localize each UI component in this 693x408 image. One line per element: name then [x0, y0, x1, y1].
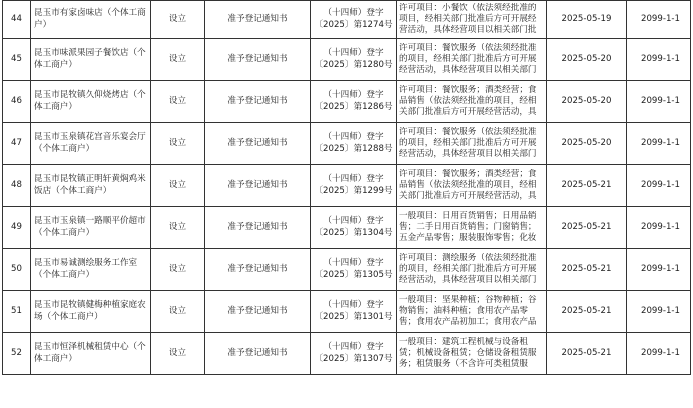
- expiry-date: 2099-1-1: [627, 249, 691, 291]
- action-type: 设立: [151, 165, 205, 207]
- document-type: 准予登记通知书: [205, 291, 311, 333]
- expiry-date: 2099-1-1: [627, 39, 691, 81]
- table-row: [3, 291, 691, 333]
- row-number: 44: [3, 1, 31, 39]
- table-row: [3, 249, 691, 291]
- action-type: 设立: [151, 1, 205, 39]
- action-type: 设立: [151, 249, 205, 291]
- document-type: 准予登记通知书: [205, 165, 311, 207]
- document-type: 准予登记通知书: [205, 123, 311, 165]
- expiry-date: 2099-1-1: [627, 123, 691, 165]
- expiry-date: 2099-1-1: [627, 333, 691, 375]
- action-type: 设立: [151, 207, 205, 249]
- row-number: 52: [3, 333, 31, 375]
- registration-table: [2, 0, 691, 375]
- table-row: [3, 333, 691, 375]
- entity-name: 昆玉市味派果园子餐饮店（个体工商户）: [31, 39, 151, 81]
- business-scope: 一般项目：坚果种植；谷物种植；谷物销售；油料种植；食用农产品零售；食用农产品初加工；食用农产品: [397, 291, 547, 333]
- row-number: 47: [3, 123, 31, 165]
- business-scope: 一般项目：建筑工程机械与设备租赁；机械设备租赁；仓储设备租赁服务；租赁服务（不含许可类租赁服: [397, 333, 547, 375]
- document-type: 准予登记通知书: [205, 1, 311, 39]
- document-number: （十四师）登字〔2025〕第1286号: [311, 81, 397, 123]
- document-type: 准予登记通知书: [205, 249, 311, 291]
- row-number: 45: [3, 39, 31, 81]
- row-number: 48: [3, 165, 31, 207]
- issue-date: 2025-05-21: [547, 249, 627, 291]
- issue-date: 2025-05-21: [547, 207, 627, 249]
- expiry-date: 2099-1-1: [627, 207, 691, 249]
- document-number: （十四师）登字〔2025〕第1280号: [311, 39, 397, 81]
- document-number: （十四师）登字〔2025〕第1299号: [311, 165, 397, 207]
- action-type: 设立: [151, 333, 205, 375]
- table-row: [3, 1, 691, 39]
- row-number: 46: [3, 81, 31, 123]
- document-number: （十四师）登字〔2025〕第1305号: [311, 249, 397, 291]
- expiry-date: 2099-1-1: [627, 1, 691, 39]
- expiry-date: 2099-1-1: [627, 291, 691, 333]
- business-scope: 许可项目：测绘服务（依法须经批准的项目，经相关部门批准后方可开展经营活动，具体经营项目以相关部门: [397, 249, 547, 291]
- issue-date: 2025-05-19: [547, 1, 627, 39]
- business-scope: 一般项目：日用百货销售；日用品销售；二手日用百货销售；门窗销售；五金产品零售；服装服饰零售；化妆: [397, 207, 547, 249]
- entity-name: 昆玉市玉泉镇花宫音乐宴会厅（个体工商户）: [31, 123, 151, 165]
- entity-name: 昆玉市有家卤味店（个体工商户）: [31, 1, 151, 39]
- table-row: [3, 39, 691, 81]
- row-number: 49: [3, 207, 31, 249]
- row-number: 51: [3, 291, 31, 333]
- document-type: 准予登记通知书: [205, 207, 311, 249]
- table-row: [3, 123, 691, 165]
- document-type: 准予登记通知书: [205, 81, 311, 123]
- entity-name: 昆玉市昆牧镇正明轩黄焖鸡米饭店（个体工商户）: [31, 165, 151, 207]
- business-scope: 许可项目：餐饮服务（依法须经批准的项目，经相关部门批准后方可开展经营活动，具体经营项目以相关部门: [397, 39, 547, 81]
- expiry-date: 2099-1-1: [627, 165, 691, 207]
- document-type: 准予登记通知书: [205, 333, 311, 375]
- business-scope: 许可项目：餐饮服务；酒类经营；食品销售（依法须经批准的项目，经相关部门批准后方可开展经营活动，具: [397, 81, 547, 123]
- entity-name: 昆玉市昆牧镇久仰烧烤店（个体工商户）: [31, 81, 151, 123]
- issue-date: 2025-05-20: [547, 39, 627, 81]
- action-type: 设立: [151, 123, 205, 165]
- table-row: [3, 207, 691, 249]
- expiry-date: 2099-1-1: [627, 81, 691, 123]
- document-number: （十四师）登字〔2025〕第1301号: [311, 291, 397, 333]
- document-type: 准予登记通知书: [205, 39, 311, 81]
- entity-name: 昆玉市易诚测绘服务工作室（个体工商户）: [31, 249, 151, 291]
- issue-date: 2025-05-21: [547, 291, 627, 333]
- document-number: （十四师）登字〔2025〕第1274号: [311, 1, 397, 39]
- issue-date: 2025-05-21: [547, 165, 627, 207]
- action-type: 设立: [151, 39, 205, 81]
- business-scope: 许可项目：餐饮服务（依法须经批准的项目，经相关部门批准后方可开展经营活动，具体经营项目以相关部门: [397, 123, 547, 165]
- issue-date: 2025-05-20: [547, 123, 627, 165]
- entity-name: 昆玉市昆牧镇健梅种植家庭农场（个体工商户）: [31, 291, 151, 333]
- issue-date: 2025-05-20: [547, 81, 627, 123]
- document-number: （十四师）登字〔2025〕第1307号: [311, 333, 397, 375]
- entity-name: 昆玉市玉泉镇一路顺平价超市（个体工商户）: [31, 207, 151, 249]
- entity-name: 昆玉市恒泽机械租赁中心（个体工商户）: [31, 333, 151, 375]
- table-row: [3, 165, 691, 207]
- business-scope: 许可项目：餐饮服务；酒类经营；食品销售（依法须经批准的项目，经相关部门批准后方可开展经营活动，具: [397, 165, 547, 207]
- business-scope: 许可项目：小餐饮（依法须经批准的项目，经相关部门批准后方可开展经营活动，具体经营项目以相关部门批: [397, 1, 547, 39]
- issue-date: 2025-05-21: [547, 333, 627, 375]
- registration-table-page: [2, 0, 690, 375]
- action-type: 设立: [151, 81, 205, 123]
- row-number: 50: [3, 249, 31, 291]
- action-type: 设立: [151, 291, 205, 333]
- document-number: （十四师）登字〔2025〕第1288号: [311, 123, 397, 165]
- table-row: [3, 81, 691, 123]
- document-number: （十四师）登字〔2025〕第1304号: [311, 207, 397, 249]
